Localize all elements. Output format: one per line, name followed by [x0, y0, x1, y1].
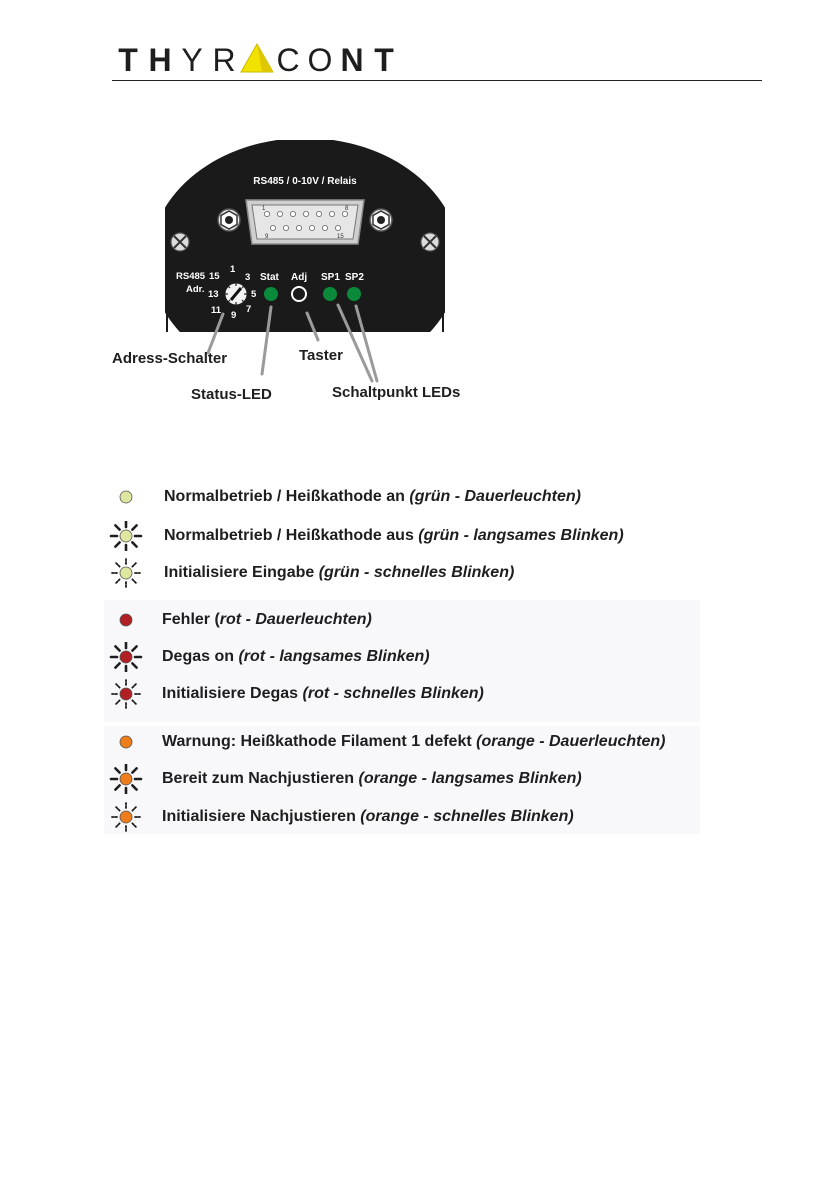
pin-label: 8 — [345, 206, 349, 212]
dial-number: 1 — [230, 264, 236, 275]
dial-number: 3 — [245, 272, 251, 283]
dial-number: 7 — [246, 304, 252, 315]
legend-note: (grün - Dauerleuchten) — [409, 488, 581, 505]
legend-text: Normalbetrieb / Heißkathode an — [164, 488, 410, 505]
legend-text: Fehler ( — [162, 611, 220, 628]
logo-letter: T — [374, 42, 394, 78]
screw-icon — [171, 233, 189, 251]
legend-text: Warnung: Heißkathode Filament 1 defekt — [162, 733, 477, 750]
legend-note: (orange - Dauerleuchten) — [476, 733, 666, 750]
pin-label: 15 — [337, 234, 344, 240]
device-front-panel — [0, 0, 840, 420]
legend-text: Initialisiere Eingabe — [164, 564, 319, 581]
solid-led-icon — [108, 605, 144, 635]
legend-text: Normalbetrieb / Heißkathode aus — [164, 527, 419, 544]
dial-number: 13 — [208, 289, 219, 300]
legend-item — [108, 521, 624, 551]
legend-note: (grün - schnelles Blinken) — [318, 564, 515, 581]
address-label: Adr. — [186, 284, 205, 295]
slow-blink-led-icon — [108, 764, 144, 794]
legend-item — [108, 727, 665, 757]
dial-number: 11 — [211, 305, 222, 316]
legend-note: (orange - schnelles Blinken) — [360, 808, 574, 825]
stat-label: Stat — [260, 272, 279, 283]
sp1-label: SP1 — [321, 272, 340, 283]
fast-blink-led-icon — [108, 679, 144, 709]
logo-letter: Y — [181, 42, 203, 78]
legend-item — [108, 642, 430, 672]
adjust-button[interactable] — [292, 287, 306, 301]
legend-text: Initialisiere Nachjustieren — [162, 808, 361, 825]
legend-note: (grün - langsames Blinken) — [418, 527, 624, 544]
logo-letter: O — [307, 42, 333, 78]
dial-number: 5 — [251, 289, 257, 300]
pin-label: 1 — [262, 206, 266, 212]
setpoint-leds-callout: Schaltpunkt LEDs — [332, 384, 461, 401]
screw-icon — [421, 233, 439, 251]
legend-text: Degas on — [162, 648, 239, 665]
button-callout: Taster — [299, 347, 343, 364]
legend-note: (orange - langsames Blinken) — [358, 770, 582, 787]
dial-number: 15 — [209, 271, 220, 282]
panel-body — [150, 138, 460, 382]
legend-item — [108, 482, 581, 512]
setpoint-2-led — [347, 287, 361, 301]
status-led-callout: Status-LED — [191, 386, 272, 403]
solid-led-icon — [108, 482, 144, 512]
legend-note: (rot - langsames Blinken) — [238, 648, 430, 665]
adj-label: Adj — [291, 272, 308, 283]
legend-item — [108, 764, 582, 794]
fast-blink-led-icon — [108, 802, 144, 832]
rs485-label: RS485 — [176, 271, 206, 282]
legend-item — [108, 802, 574, 832]
legend-text: Bereit zum Nachjustieren — [162, 770, 359, 787]
fast-blink-led-icon — [108, 558, 144, 588]
slow-blink-led-icon — [108, 642, 144, 672]
sp2-label: SP2 — [345, 272, 364, 283]
connector-label: RS485 / 0-10V / Relais — [253, 176, 357, 187]
solid-led-icon — [108, 727, 144, 757]
legend-item — [108, 558, 514, 588]
status-led — [264, 287, 278, 301]
logo-letter: T — [118, 42, 138, 78]
address-switch-callout: Adress-Schalter — [112, 350, 228, 367]
pin-label: 9 — [265, 234, 269, 240]
legend-note: (rot - schnelles Blinken) — [302, 685, 484, 702]
logo-letter: C — [276, 42, 300, 78]
logo-letter: N — [340, 42, 364, 78]
rotary-dial-icon — [225, 283, 247, 305]
setpoint-1-led — [323, 287, 337, 301]
slow-blink-led-icon — [108, 521, 144, 551]
legend-item — [108, 605, 372, 635]
legend-text: Initialisiere Degas — [162, 685, 303, 702]
logo-letter: R — [212, 42, 236, 78]
dial-number: 9 — [231, 310, 237, 321]
logo-letter: H — [148, 42, 172, 78]
legend-item — [108, 679, 484, 709]
legend-note: rot - Dauerleuchten) — [219, 611, 372, 628]
